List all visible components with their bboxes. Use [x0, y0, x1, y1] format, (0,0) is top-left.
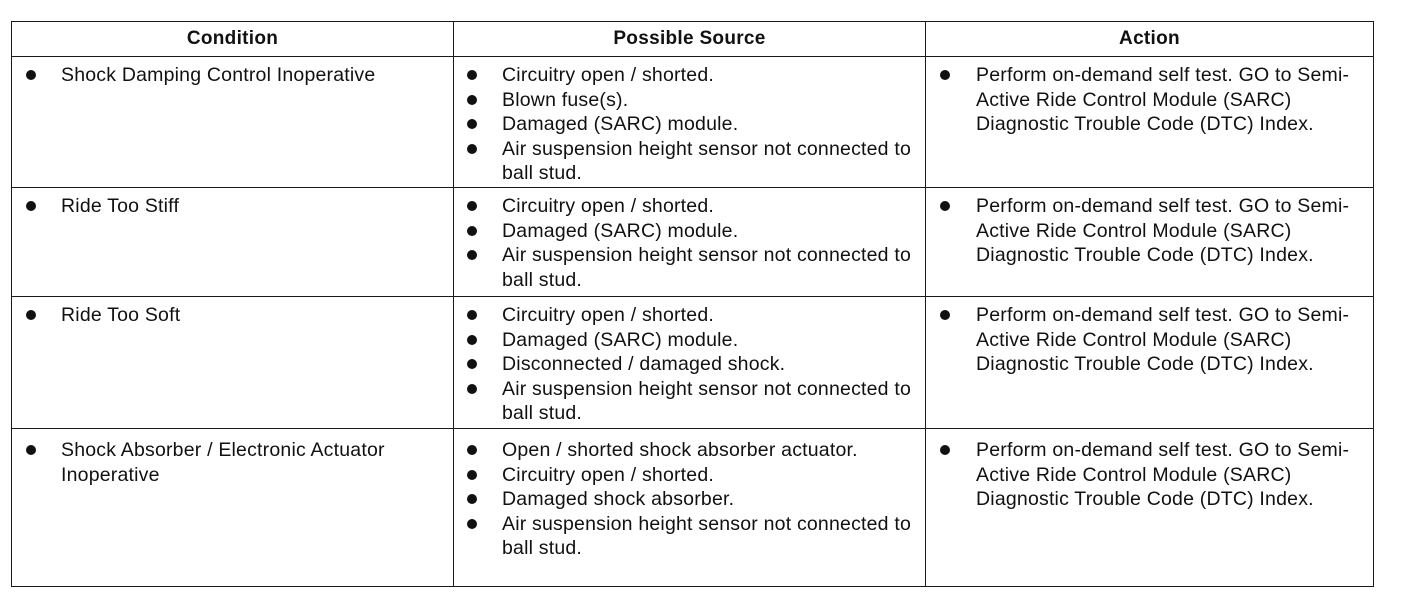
header-action: Action [926, 22, 1374, 57]
bullet-icon [467, 144, 477, 154]
list-item [454, 352, 925, 377]
source-text: Circuitry open / shorted. [502, 195, 715, 217]
condition-cell [12, 188, 454, 297]
source-list [454, 297, 925, 426]
condition-text: Shock Absorber / Electronic Actuator Inoperative [61, 439, 385, 486]
condition-text: Shock Damping Control Inoperative [61, 64, 376, 86]
list-item [12, 63, 453, 88]
action-list [926, 429, 1373, 512]
bullet-icon [467, 250, 477, 260]
bullet-icon [467, 95, 477, 105]
source-text: Damaged (SARC) module. [502, 328, 739, 351]
condition-cell [12, 297, 454, 429]
list-item [454, 219, 925, 244]
bullet-icon [467, 226, 477, 236]
bullet-icon [467, 119, 477, 129]
source-cell [454, 188, 926, 297]
list-item [454, 88, 925, 113]
action-cell [926, 188, 1374, 297]
table-row [12, 429, 1374, 587]
list-item [454, 512, 925, 561]
table-row [12, 57, 1374, 188]
source-cell [454, 429, 926, 587]
source-text: Damaged (SARC) module. [502, 219, 739, 242]
list-item [454, 463, 925, 488]
source-text: Circuitry open / shorted. [502, 304, 715, 326]
list-item [454, 63, 925, 88]
header-possible-source: Possible Source [454, 22, 926, 57]
condition-text: Ride Too Soft [61, 304, 181, 326]
condition-list [12, 429, 453, 487]
list-item [454, 438, 925, 463]
bullet-icon [26, 70, 36, 80]
list-item [454, 377, 925, 426]
source-text: Air suspension height sensor not connected to ball stud. [502, 512, 912, 559]
bullet-icon [26, 310, 36, 320]
source-text: Damaged shock absorber. [502, 488, 735, 510]
source-text: Disconnected / damaged shock. [502, 353, 786, 375]
list-item [12, 438, 453, 487]
header-condition: Condition [12, 22, 454, 57]
source-text: Circuitry open / shorted. [502, 463, 715, 486]
list-item [926, 63, 1373, 137]
source-text: Damaged (SARC) module. [502, 113, 739, 135]
action-cell [926, 57, 1374, 188]
list-item [454, 112, 925, 137]
source-list [454, 57, 925, 186]
source-text: Air suspension height sensor not connected to ball stud. [502, 137, 912, 184]
bullet-icon [940, 445, 950, 455]
table-row [12, 188, 1374, 297]
action-cell [926, 297, 1374, 429]
source-text: Blown fuse(s). [502, 88, 629, 111]
action-text: Perform on-demand self test. GO to Semi-Active Ride Control Module (SARC) Diagnostic Trouble Code (DTC) Index. [976, 439, 1350, 510]
bullet-icon [26, 445, 36, 455]
list-item [454, 243, 925, 292]
bullet-icon [940, 310, 950, 320]
action-text: Perform on-demand self test. GO to Semi-Active Ride Control Module (SARC) Diagnostic Trouble Code (DTC) Index. [976, 64, 1350, 135]
source-text: Open / shorted shock absorber actuator. [502, 439, 858, 461]
table-row [12, 297, 1374, 429]
action-text: Perform on-demand self test. GO to Semi-Active Ride Control Module (SARC) Diagnostic Trouble Code (DTC) Index. [976, 304, 1350, 375]
list-item [454, 303, 925, 328]
source-text: Circuitry open / shorted. [502, 64, 715, 86]
list-item [926, 194, 1373, 268]
bullet-icon [467, 201, 477, 211]
bullet-icon [940, 201, 950, 211]
condition-list [12, 297, 453, 328]
source-text: Air suspension height sensor not connected to ball stud. [502, 377, 912, 424]
bullet-icon [467, 519, 477, 529]
list-item [12, 303, 453, 328]
source-text: Air suspension height sensor not connected to ball stud. [502, 244, 912, 291]
condition-cell [12, 57, 454, 188]
list-item [454, 137, 925, 186]
bullet-icon [467, 335, 477, 345]
source-cell [454, 57, 926, 188]
list-item [454, 328, 925, 353]
diagnosis-table [11, 21, 1374, 587]
bullet-icon [26, 201, 36, 211]
action-list [926, 188, 1373, 268]
condition-list [12, 188, 453, 219]
bullet-icon [467, 70, 477, 80]
action-text: Perform on-demand self test. GO to Semi-Active Ride Control Module (SARC) Diagnostic Trouble Code (DTC) Index. [976, 195, 1350, 266]
bullet-icon [467, 310, 477, 320]
source-list [454, 429, 925, 561]
bullet-icon [467, 470, 477, 480]
condition-cell [12, 429, 454, 587]
bullet-icon [467, 359, 477, 369]
bullet-icon [467, 494, 477, 504]
list-item [454, 194, 925, 219]
action-cell [926, 429, 1374, 587]
bullet-icon [467, 445, 477, 455]
list-item [12, 194, 453, 219]
action-list [926, 57, 1373, 137]
bullet-icon [467, 384, 477, 394]
list-item [454, 487, 925, 512]
list-item [926, 438, 1373, 512]
header-row [12, 22, 1374, 57]
list-item [926, 303, 1373, 377]
condition-list [12, 57, 453, 88]
bullet-icon [940, 70, 950, 80]
source-cell [454, 297, 926, 429]
source-list [454, 188, 925, 292]
condition-text: Ride Too Stiff [61, 195, 180, 217]
action-list [926, 297, 1373, 377]
